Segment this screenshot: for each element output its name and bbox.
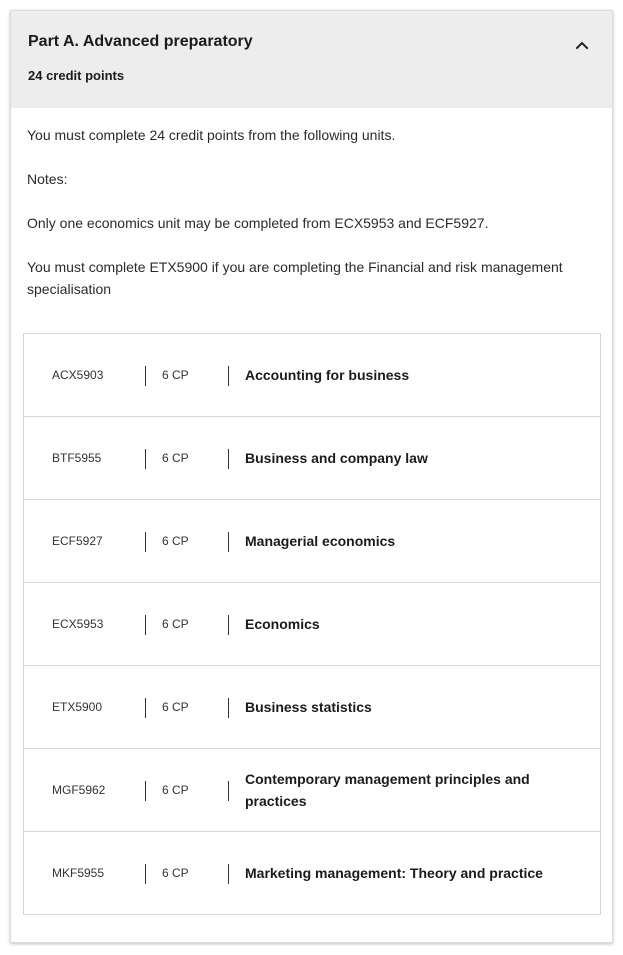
unit-code: ECX5953 [52,617,104,631]
unit-code: MKF5955 [52,866,105,880]
unit-row[interactable] [23,831,601,915]
chevron-up-icon[interactable] [574,37,590,53]
divider [145,615,146,635]
notes-label: Notes: [27,171,68,187]
unit-row[interactable] [23,499,601,583]
unit-code: ECF5927 [52,534,103,548]
unit-name: Managerial economics [245,533,396,549]
unit-credit-points: 6 CP [162,617,189,631]
intro-text: You must complete 24 credit points from the following units. [27,127,396,143]
unit-name: Economics [245,616,320,632]
unit-credit-points: 6 CP [162,783,189,797]
divider [145,781,146,801]
unit-code: ACX5903 [52,368,104,382]
unit-credit-points: 6 CP [162,700,189,714]
divider [228,864,229,884]
unit-list [23,333,601,915]
divider [228,366,229,386]
section-header-toggle[interactable] [11,11,612,108]
note-economics: Only one economics unit may be completed from ECX5953 and ECF5927. [27,215,489,231]
unit-name: Business and company law [245,450,428,466]
unit-name: Business statistics [245,699,372,715]
divider [228,615,229,635]
divider [145,532,146,552]
divider [228,781,229,801]
note-statistics: You must complete ETX5900 if you are completing the Financial and risk management specialisation [27,259,563,297]
unit-credit-points: 6 CP [162,368,189,382]
unit-code: BTF5955 [52,451,102,465]
unit-credit-points: 6 CP [162,451,189,465]
section-credit-points: 24 credit points [28,68,125,83]
divider [145,449,146,469]
unit-name: Accounting for business [245,367,410,383]
requirement-section-card [10,10,613,943]
divider [145,366,146,386]
divider [228,449,229,469]
unit-row[interactable] [23,665,601,749]
unit-credit-points: 6 CP [162,534,189,548]
unit-code: ETX5900 [52,700,103,714]
divider [145,698,146,718]
divider [228,698,229,718]
section-body [11,108,612,300]
section-title: Part A. Advanced preparatory [28,33,253,50]
unit-row[interactable] [23,333,601,417]
unit-row[interactable] [23,582,601,666]
unit-credit-points: 6 CP [162,866,189,880]
unit-name: Marketing management: Theory and practice [245,865,543,881]
unit-name: Contemporary management principles and practices [245,771,530,809]
divider [145,864,146,884]
unit-code: MGF5962 [52,783,106,797]
unit-row[interactable] [23,416,601,500]
unit-row[interactable] [23,748,601,832]
divider [228,532,229,552]
